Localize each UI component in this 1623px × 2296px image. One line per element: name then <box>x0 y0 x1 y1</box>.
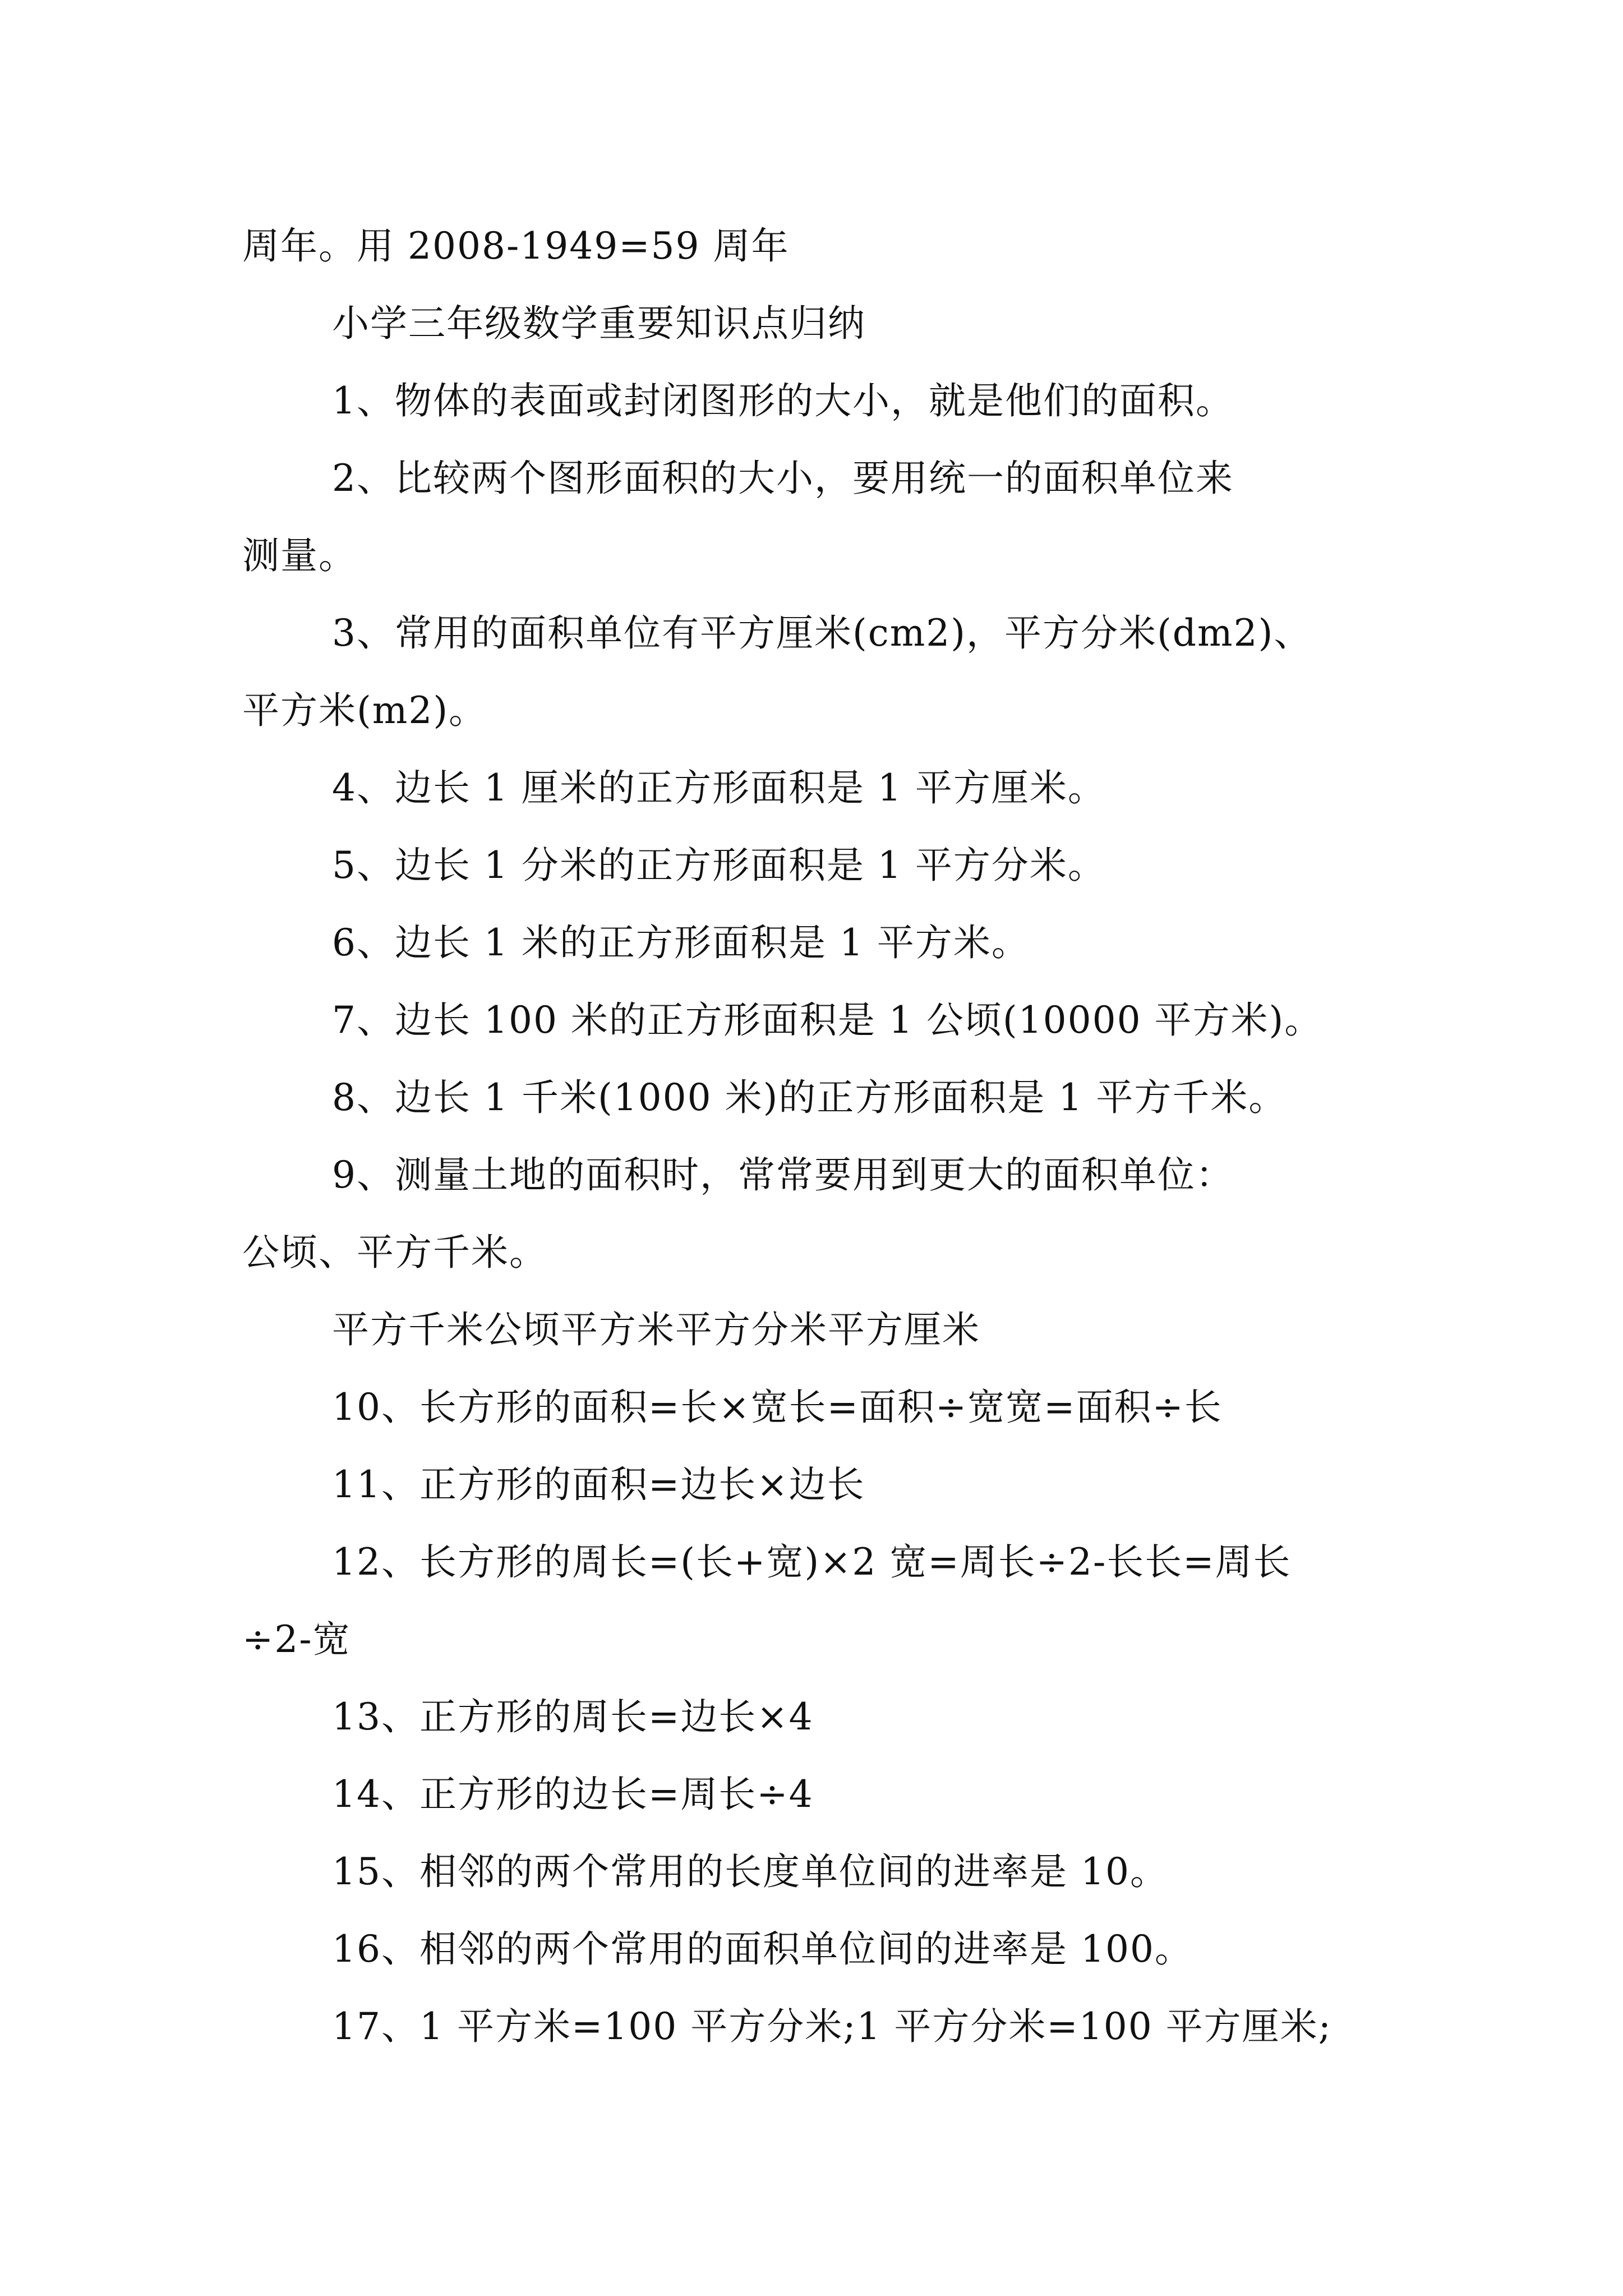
section-heading: 小学三年级数学重要知识点归纳 <box>332 302 866 345</box>
text-line: 16、相邻的两个常用的面积单位间的进率是 100。 <box>332 1927 1193 1971</box>
text-line: 3、常用的面积单位有平方厘米(cm2)，平方分米(dm2)、 <box>332 611 1312 655</box>
text-line: 11、正方形的面积=边长×边长 <box>332 1463 865 1506</box>
text-line: 测量。 <box>242 534 357 577</box>
text-line: 10、长方形的面积=长×宽长=面积÷宽宽=面积÷长 <box>332 1386 1223 1429</box>
text-line: 5、边长 1 分米的正方形面积是 1 平方分米。 <box>332 844 1106 887</box>
text-line: 7、边长 100 米的正方形面积是 1 公顷(10000 平方米)。 <box>332 999 1323 1042</box>
text-line: ÷2-宽 <box>242 1618 351 1661</box>
text-line: 15、相邻的两个常用的长度单位间的进率是 10。 <box>332 1850 1168 1893</box>
text-line: 1、物体的表面或封闭图形的大小，就是他们的面积。 <box>332 379 1234 422</box>
text-line: 平方千米公顷平方米平方分米平方厘米 <box>332 1308 980 1351</box>
document-body <box>242 208 1398 2065</box>
text-line: 8、边长 1 千米(1000 米)的正方形面积是 1 平方千米。 <box>332 1076 1287 1119</box>
text-line: 6、边长 1 米的正方形面积是 1 平方米。 <box>332 921 1030 964</box>
text-line: 14、正方形的边长=周长÷4 <box>332 1773 814 1816</box>
text-line: 9、测量土地的面积时，常常要用到更大的面积单位： <box>332 1153 1234 1197</box>
text-line: 公顷、平方千米。 <box>242 1231 547 1274</box>
text-line: 平方米(m2)。 <box>242 689 487 732</box>
text-line: 17、1 平方米=100 平方分米;1 平方分米=100 平方厘米; <box>332 2005 1332 2048</box>
text-line: 12、长方形的周长=(长+宽)×2 宽=周长÷2-长长=周长 <box>332 1540 1292 1584</box>
text-line: 周年。用 2008-1949=59 周年 <box>242 224 790 268</box>
text-line: 4、边长 1 厘米的正方形面积是 1 平方厘米。 <box>332 766 1106 809</box>
text-line: 13、正方形的周长=边长×4 <box>332 1695 814 1738</box>
text-line: 2、比较两个图形面积的大小，要用统一的面积单位来 <box>332 457 1234 500</box>
